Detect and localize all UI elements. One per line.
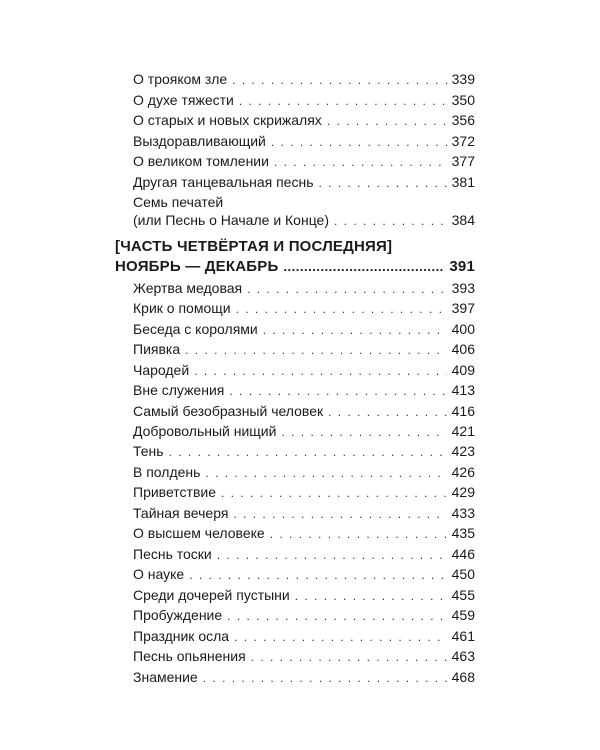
toc-entry-page: 413 <box>451 382 475 398</box>
toc-entry-page: 426 <box>451 464 475 480</box>
toc-entry[interactable] <box>133 320 475 339</box>
dot-leader <box>234 628 447 646</box>
toc-entry[interactable] <box>133 463 475 482</box>
toc-entry[interactable] <box>133 173 475 192</box>
toc-entry-page: 356 <box>451 112 475 128</box>
toc-entry[interactable] <box>133 91 475 110</box>
part-subtitle: НОЯБРЬ — ДЕКАБРЬ <box>115 258 279 275</box>
dot-leader <box>169 443 447 461</box>
toc-entry[interactable] <box>133 340 475 359</box>
dot-leader <box>236 300 447 318</box>
toc-entry-page: 377 <box>451 153 475 169</box>
toc-entry[interactable] <box>133 627 475 646</box>
dot-leader <box>270 525 447 543</box>
toc-entry-title: Добровольный нищий <box>133 423 277 439</box>
toc-entry[interactable] <box>133 152 475 171</box>
toc-entry-title: О высшем человеке <box>133 525 265 541</box>
toc-entry-title: Тень <box>133 443 164 459</box>
toc-entry-title: В полдень <box>133 464 201 480</box>
toc-entry-title: (или Песнь о Начале и Конце) <box>133 212 330 228</box>
toc-entry[interactable] <box>133 442 475 461</box>
toc-entry[interactable] <box>133 483 475 502</box>
toc-entry-page: 350 <box>451 92 475 108</box>
toc-entry-page: 406 <box>451 341 475 357</box>
toc-entry-title: Песнь опьянения <box>133 648 246 664</box>
toc-entry-title: О духе тяжести <box>133 92 234 108</box>
toc-entry-title: Приветствие <box>133 484 216 500</box>
toc-entry[interactable] <box>133 524 475 543</box>
toc-entry-title: Самый безобразный человек <box>133 403 324 419</box>
toc-entry-page: 339 <box>451 71 475 87</box>
toc-entry-page: 393 <box>451 280 475 296</box>
toc-entry-page: 446 <box>451 546 475 562</box>
toc-entry-title: О великом томлении <box>133 153 269 169</box>
toc-entry-page: 461 <box>451 628 475 644</box>
toc-entry-title: Песнь тоски <box>133 546 212 562</box>
toc-entry-title: Беседа с королями <box>133 321 258 337</box>
toc-entry[interactable] <box>133 402 475 421</box>
dot-leader <box>295 587 447 605</box>
toc-entry-page: 450 <box>451 566 475 582</box>
toc-entry-page: 463 <box>451 648 475 664</box>
dot-leader <box>328 403 447 421</box>
toc-entry-page: 459 <box>451 607 475 623</box>
toc-entry-page: 455 <box>451 587 475 603</box>
toc-entry[interactable] <box>133 381 475 400</box>
toc-entry-page: 433 <box>451 505 475 521</box>
toc-entry[interactable] <box>133 70 475 89</box>
dot-leader <box>229 382 446 400</box>
dot-leader <box>239 92 447 110</box>
toc-entry-title: О трояком зле <box>133 71 228 87</box>
dot-leader <box>327 112 447 130</box>
toc-entry[interactable] <box>133 545 475 564</box>
part-title: [ЧАСТЬ ЧЕТВЁРТАЯ И ПОСЛЕДНЯЯ] <box>115 238 393 255</box>
toc-entry[interactable] <box>133 504 475 523</box>
dot-leader <box>189 566 446 584</box>
dot-leader <box>221 484 447 502</box>
toc-entry[interactable] <box>133 111 475 130</box>
toc-entry-title: Пробуждение <box>133 607 223 623</box>
toc-entry-page: 400 <box>451 321 475 337</box>
dot-leader <box>203 669 447 687</box>
toc-entry[interactable] <box>133 132 475 151</box>
toc-entry-title: Пиявка <box>133 341 181 357</box>
toc-entry-title: О старых и новых скрижалях <box>133 112 322 128</box>
dot-leader <box>263 321 447 339</box>
toc-entry-page: 409 <box>451 362 475 378</box>
toc-entry[interactable] <box>133 647 475 666</box>
toc-entry-page: 421 <box>451 423 475 439</box>
dot-leader <box>271 133 447 151</box>
section-heading[interactable] <box>115 237 475 277</box>
toc-entry-title: Другая танцевальная песнь <box>133 174 314 190</box>
dot-leader <box>319 174 447 192</box>
toc-entry-title: Жертва медовая <box>133 280 243 296</box>
toc-entry[interactable] <box>133 193 475 230</box>
section-page: 391 <box>449 258 475 275</box>
dot-leader <box>185 341 447 359</box>
toc-entry-title: Вне служения <box>133 382 225 398</box>
toc-entry-page: 372 <box>451 133 475 149</box>
dot-leader <box>227 607 446 625</box>
dot-leader <box>232 71 446 89</box>
toc-entry[interactable] <box>133 565 475 584</box>
dot-leader <box>281 423 446 441</box>
dot-leader <box>194 362 446 380</box>
toc-entry-title: Знамение <box>133 669 198 685</box>
dot-leader <box>247 280 447 298</box>
dot-leader <box>274 153 447 171</box>
toc-entry[interactable] <box>133 299 475 318</box>
dot-leader <box>217 546 447 564</box>
toc-entry[interactable] <box>133 361 475 380</box>
toc-entry-title: Среди дочерей пустыни <box>133 587 290 603</box>
toc-entry-page: 423 <box>451 443 475 459</box>
toc-entry-page: 416 <box>451 403 475 419</box>
toc-entry-page: 468 <box>451 669 475 685</box>
toc-entry-page: 435 <box>451 525 475 541</box>
toc-entry[interactable] <box>133 668 475 687</box>
toc-entry-title: Выздоравливающий <box>133 133 266 149</box>
dot-leader <box>205 464 446 482</box>
toc-entry[interactable] <box>133 279 475 298</box>
toc-entry-title: Тайная вечеря <box>133 505 229 521</box>
toc-entry-title-line1: Семь печатей <box>133 194 224 210</box>
toc-entry-title: Крик о помощи <box>133 300 231 316</box>
toc-entry-page: 397 <box>451 300 475 316</box>
toc-entry-page: 381 <box>451 174 475 190</box>
dot-leader <box>334 212 447 230</box>
toc-entry-title: Чародей <box>133 362 190 378</box>
toc-entry[interactable] <box>133 586 475 605</box>
toc-entry-title: О науке <box>133 566 185 582</box>
toc-entry-page: 429 <box>451 484 475 500</box>
toc-entry[interactable] <box>133 606 475 625</box>
dot-leader <box>233 505 446 523</box>
toc-entry[interactable] <box>133 422 475 441</box>
toc-entry-page: 384 <box>451 212 475 228</box>
toc-entry-title: Праздник осла <box>133 628 230 644</box>
dot-leader <box>251 648 447 666</box>
dot-leader <box>283 257 444 277</box>
